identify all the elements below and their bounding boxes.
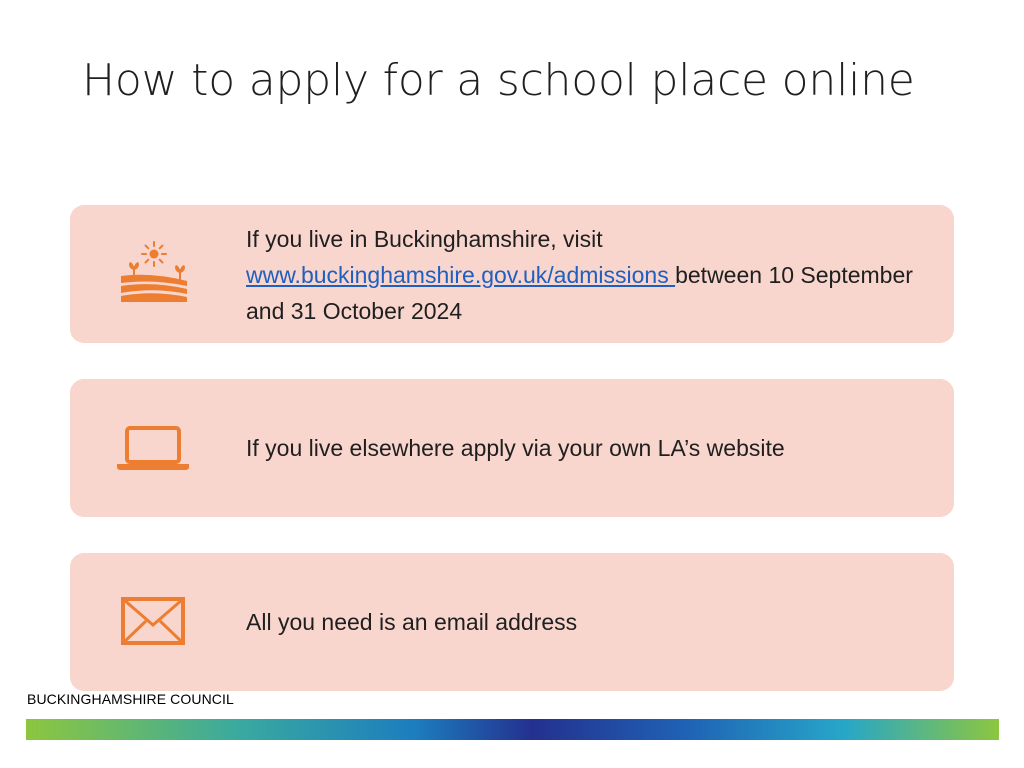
card-text-elsewhere: If you live elsewhere apply via your own LA’s website xyxy=(246,435,785,461)
countryside-landscape-icon xyxy=(108,239,198,309)
info-card-buckinghamshire xyxy=(70,205,954,343)
card-text xyxy=(246,379,914,517)
card-text-dates: between 10 September and 31 October 2024 xyxy=(246,262,913,324)
envelope-icon xyxy=(108,587,198,657)
slide-title: How to apply for a school place online xyxy=(82,55,915,106)
footer-gradient-bar xyxy=(26,719,999,740)
laptop-icon xyxy=(108,413,198,483)
card-text xyxy=(246,221,914,329)
card-text xyxy=(246,553,914,691)
admissions-link[interactable]: www.buckinghamshire.gov.uk/admissions xyxy=(246,262,676,288)
card-text-intro: If you live in Buckinghamshire, visit xyxy=(246,226,603,252)
council-name: BUCKINGHAMSHIRE COUNCIL xyxy=(27,691,234,707)
info-card-email xyxy=(70,553,954,691)
info-card-elsewhere xyxy=(70,379,954,517)
card-text-email: All you need is an email address xyxy=(246,609,578,635)
